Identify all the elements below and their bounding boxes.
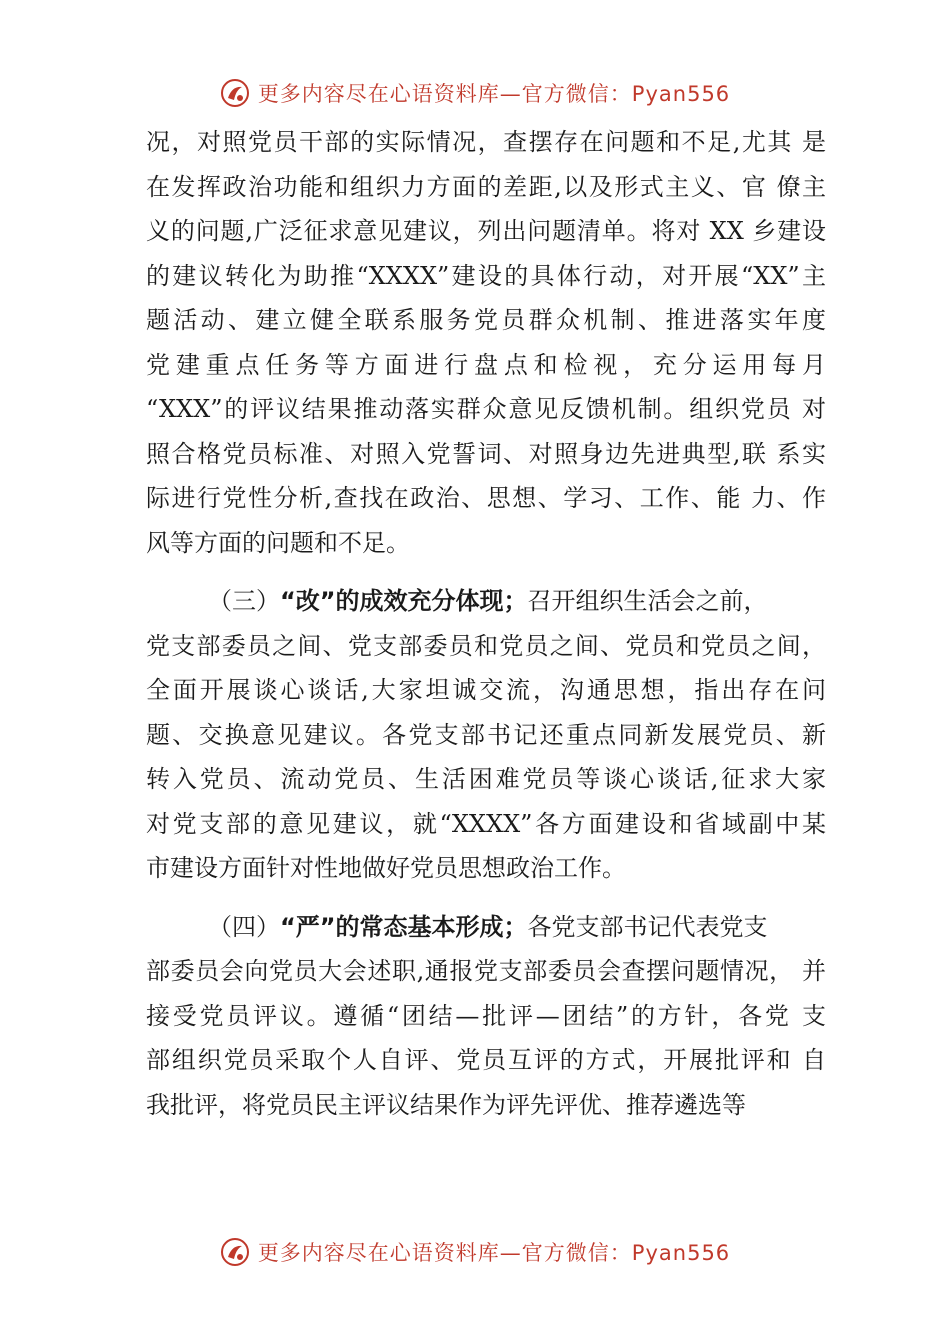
watermark-header bbox=[0, 73, 950, 113]
text-line: 在发挥政治功能和组织力方面的差距,以及形式主义、官 僚主 bbox=[146, 172, 826, 201]
text-line: 我批评，将党员民主评议结果作为评先评优、推荐遴选等 bbox=[146, 1090, 746, 1119]
text-line: 题、交换意见建议。各党支部书记还重点同新发展党员、新 bbox=[146, 720, 826, 749]
text-line: “XXX”的评议结果推动落实群众意见反馈机制。组织党员 对 bbox=[146, 395, 826, 423]
section-number: （三） bbox=[208, 587, 280, 615]
text-line: 的建议转化为助推“XXXX”建设的具体行动，对开展“XX”主 bbox=[146, 261, 826, 290]
text-line: 风等方面的问题和不足。 bbox=[146, 528, 410, 557]
document-body bbox=[146, 120, 826, 1127]
text-line: 接受党员评议。遵循“团结—批评—团结”的方针，各党 支 bbox=[146, 1001, 826, 1030]
section-heading: “改”的成效充分体现； bbox=[280, 587, 528, 615]
paragraph-3 bbox=[146, 905, 826, 1128]
text-segment: 召开组织生活会之前， bbox=[527, 587, 768, 615]
text-line: 义的问题,广泛征求意见建议，列出问题清单。将对 XX 乡建设 bbox=[146, 217, 826, 245]
section-heading-line bbox=[146, 579, 826, 624]
text-line: 际进行党性分析,查找在政治、思想、学习、工作、能 力、作 bbox=[146, 484, 826, 512]
text-line: 党支部委员之间、党支部委员和党员之间、党员和党员之间， bbox=[146, 631, 826, 660]
text-line: 照合格党员标准、对照入党誓词、对照身边先进典型,联 系实 bbox=[146, 439, 826, 468]
text-line: 部委员会向党员大会述职,通报党支部委员会查摆问题情况， 并 bbox=[146, 957, 826, 985]
text-line: 市建设方面针对性地做好党员思想政治工作。 bbox=[146, 854, 626, 882]
section-number: （四） bbox=[208, 912, 280, 941]
text-line: 对党支部的意见建议，就“XXXX”各方面建设和省域副中某 bbox=[146, 809, 826, 838]
paragraph-2 bbox=[146, 579, 826, 891]
watermark-footer bbox=[0, 1232, 950, 1272]
text-line: 全面开展谈心谈话,大家坦诚交流，沟通思想，指出存在问 bbox=[146, 676, 826, 704]
text-line: 况，对照党员干部的实际情况，查摆存在问题和不足,尤其 是 bbox=[146, 128, 826, 156]
seal-logo-icon bbox=[220, 78, 250, 108]
text-line: 党建重点任务等方面进行盘点和检视，充分运用每月 bbox=[146, 350, 826, 379]
watermark-text: 更多内容尽在心语资料库—官方微信：Pyan556 bbox=[257, 1241, 731, 1265]
watermark-text: 更多内容尽在心语资料库—官方微信：Pyan556 bbox=[257, 82, 731, 106]
text-segment: 各党支部书记代表党支 bbox=[527, 912, 768, 941]
paragraph-1 bbox=[146, 120, 826, 565]
text-line: 转入党员、流动党员、生活困难党员等谈心谈话,征求大家 bbox=[146, 765, 826, 793]
text-line: 部组织党员采取个人自评、党员互评的方式，开展批评和 自 bbox=[146, 1046, 826, 1074]
text-line: 题活动、建立健全联系服务党员群众机制、推进落实年度 bbox=[146, 306, 826, 334]
seal-logo-icon bbox=[220, 1237, 250, 1267]
section-heading-line bbox=[146, 905, 826, 950]
section-heading: “严”的常态基本形成； bbox=[280, 912, 528, 941]
